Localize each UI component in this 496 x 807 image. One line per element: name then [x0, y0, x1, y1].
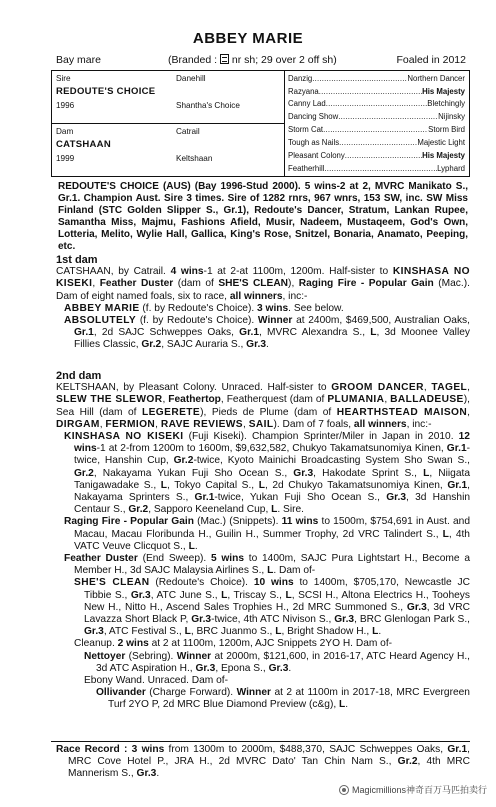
first-dam-section	[56, 254, 470, 352]
sex-colour: Bay mare	[56, 54, 101, 66]
sire-name: REDOUTE'S CHOICE	[56, 86, 156, 97]
dam-label: Dam	[56, 127, 74, 136]
pedigree-row: Danzig ..... Northern Dancer	[288, 74, 465, 84]
second-dam-heading: 2nd dam	[56, 370, 102, 382]
race-record: Race Record : 3 wins from 1300m to 2000m, $488,370, SAJC Schweppes Oaks, Gr.1, MRC Cove Hotel P., JRA H., 2d MVRC Dato' Tan Chin Nam S., Gr.2, 4th MRC Mannerism S., Gr.3.	[56, 744, 470, 780]
dam-sire: Catrail	[176, 127, 200, 136]
pedigree-row: Storm Cat ..... Storm Bird	[288, 125, 465, 135]
sire-summary: REDOUTE'S CHOICE (AUS) (Bay 1996-Stud 2000). 5 wins-2 at 2, MVRC Manikato S., Gr.1. Champion Aust. Sire 3 times. Sire of 1282 rnrs, 967 wnrs, 153 SW, inc. SW Miss Finland (STC Golden Slipper S., Gr.1), Redoute's Dancer, Stratum, Lankan Rupee, Samantha Miss, Majmu, Fashions Afield, Musir, Nadeem, Mustaqeem, God's Own, Lotteria, Melito, Wylie Hall, Gallica, King's Rose, Snitzel, Bonaria, Anamato, Peeping, etc.	[58, 181, 468, 252]
pedigree-row: Razyana ..... His Majesty	[288, 87, 465, 97]
pedigree-row: Pleasant Colony ..... His Majesty	[288, 151, 465, 161]
horse-name-title: ABBEY MARIE	[192, 30, 304, 47]
foal-kinshasa-no-kiseki: KINSHASA NO KISEKI (Fuji Kiseki). Champion Sprinter/Miler in Japan in 2010. 12 wins-1 at 2-from 1200m to 1600m, $9,632,582, Chukyo Takamatsunomiya Kinen, Gr.1-twice, Hanshin Cup, Gr.2-twice, Kyoto Mainichi Broadcasting System Sho Swan S., Gr.2, Nakayama Yukan Fuji Sho Ocean S., Gr.3, Hakodate Sprint S., L, Niigata Tanigawadake S., L, Tokyo Capital S., L, 2d Chukyo Takamatsunomiya Kinen, Gr.1, Nakayama Sprinters S., Gr.1-twice, Yukan Fuji Sho Ocean S., Gr.3, 3d Hanshin Centaur S., Gr.2, Sapporo Keeneland Cup, L. Sire.	[64, 431, 471, 516]
great-great-grandson-ollivander: Ollivander (Charge Forward). Winner at 2 at 1100m in 2017-18, MRC Evergreen Turf 2YO P, 2d MRC Blue Diamond Preview (c&g), L.	[96, 687, 470, 711]
watermark	[336, 782, 490, 797]
pedigree-row: Dancing Show ..... Nijinsky	[288, 112, 465, 122]
dam-dam: Keltshaan	[176, 154, 213, 163]
brand-diagram-icon	[220, 54, 229, 64]
pedigree-divider-vertical	[284, 71, 285, 176]
pedigree-row: Tough as Nails ..... Majestic Light	[288, 138, 465, 148]
pedigree-divider-horizontal	[52, 123, 284, 124]
sire-sire: Danehill	[176, 74, 206, 83]
pedigree-row: Featherhill ..... Lyphard	[288, 164, 465, 174]
dam-year: 1999	[56, 154, 75, 163]
foal-absolutely: ABSOLUTELY (f. by Redoute's Choice). Winner at 2400m, $469,500, Australian Oaks, Gr.1, 2d SAJC Schweppes Oaks, Gr.1, MVRC Alexandra S., L, 3d Moonee Valley Fillies Classic, Gr.2, SAJC Auraria S., Gr.3.	[64, 315, 470, 351]
pedigree-row: Canny Lad ..... Bletchingly	[288, 99, 465, 109]
first-dam-intro: CATSHAAN, by Catrail. 4 wins-1 at 2-at 1100m, 1200m. Half-sister to KINSHASA NO KISEKI, Feather Duster (dam of SHE'S CLEAN), Raging Fire - Popular Gain (Mac.). Dam of eight named foals, six to race, all winners, inc:-	[56, 266, 470, 302]
great-grandson-nettoyer: Nettoyer (Sebring). Winner at 2000m, $121,600, in 2016-17, ATC Heard Agency H., 3d ATC Aspiration H., Gr.3, Epona S., Gr.3.	[84, 650, 471, 674]
race-record-section	[56, 744, 470, 781]
great-granddaughter-ebony-wand: Ebony Wand. Unraced. Dam of-	[84, 675, 229, 687]
second-dam-intro: KELTSHAAN, by Pleasant Colony. Unraced. Half-sister to GROOM DANCER, TAGEL, SLEW THE SLEWOR, Feathertop, Featherquest (dam of PLUMANIA, BALLADEUSE), Sea Hill (dam of LEGERETE), Pieds de Plume (dam of HEARTHSTEAD MAISON, DIRGAM, FERMION, RAVE REVIEWS, SAIL). Dam of 7 foals, all winners, inc:-	[56, 382, 470, 430]
sire-label: Sire	[56, 74, 71, 83]
second-dam-section	[56, 370, 470, 712]
foal-feather-duster: Feather Duster (End Sweep). 5 wins to 1400m, SAJC Pura Lightstart H., Become a Member H., 3d SAJC Malaysia Airlines S., L. Dam of-	[64, 553, 470, 577]
watermark-text: Magicmillions神奇百万马匹拍卖行	[351, 785, 487, 795]
granddaughter-cleanup: Cleanup. 2 wins at 2 at 1100m, 1200m, AJC Snippets 2YO H. Dam of-	[74, 638, 393, 650]
granddaughter-shes-clean: SHE'S CLEAN (Redoute's Choice). 10 wins to 1400m, $705,170, Newcastle JC Tibbie S., Gr.3, ATC June S., L, Triscay S., L, SCSI H., Altona Electrics H., Tooheys New H., Nitto H., Ascend Sales Trophies H., 2d MRC Summoned S., Gr.3, 3d VRC Lavazza Short Black P, Gr.3-twice, 4th ATC Nivison S., Gr.3, BRC Glenlogan Park S., Gr.3, ATC Festival S., L, BRC Juanmo S., L, Bright Shadow H., L.	[74, 577, 470, 638]
dam-name: CATSHAAN	[56, 139, 111, 150]
foal-abbey-marie: ABBEY MARIE (f. by Redoute's Choice). 3 wins. See below.	[64, 302, 344, 314]
foaled-year: Foaled in 2012	[396, 54, 466, 66]
wechat-logo-icon	[339, 785, 349, 795]
brand-info: (Branded : nr sh; 29 over 2 off sh)	[168, 54, 337, 66]
sire-dam: Shantha's Choice	[176, 101, 240, 110]
pedigree-table	[51, 70, 470, 177]
race-record-divider	[51, 741, 470, 742]
sire-year: 1996	[56, 101, 75, 110]
first-dam-heading: 1st dam	[56, 254, 98, 266]
foal-raging-fire: Raging Fire - Popular Gain (Mac.) (Snippets). 11 wins to 1500m, $754,691 in Aust. and Macau, Macau Floribunda H., Guilin H., Summer Trophy, 2d VRC Talindert S., L, 4th VATC Veuve Clicquot S., L.	[64, 516, 470, 552]
